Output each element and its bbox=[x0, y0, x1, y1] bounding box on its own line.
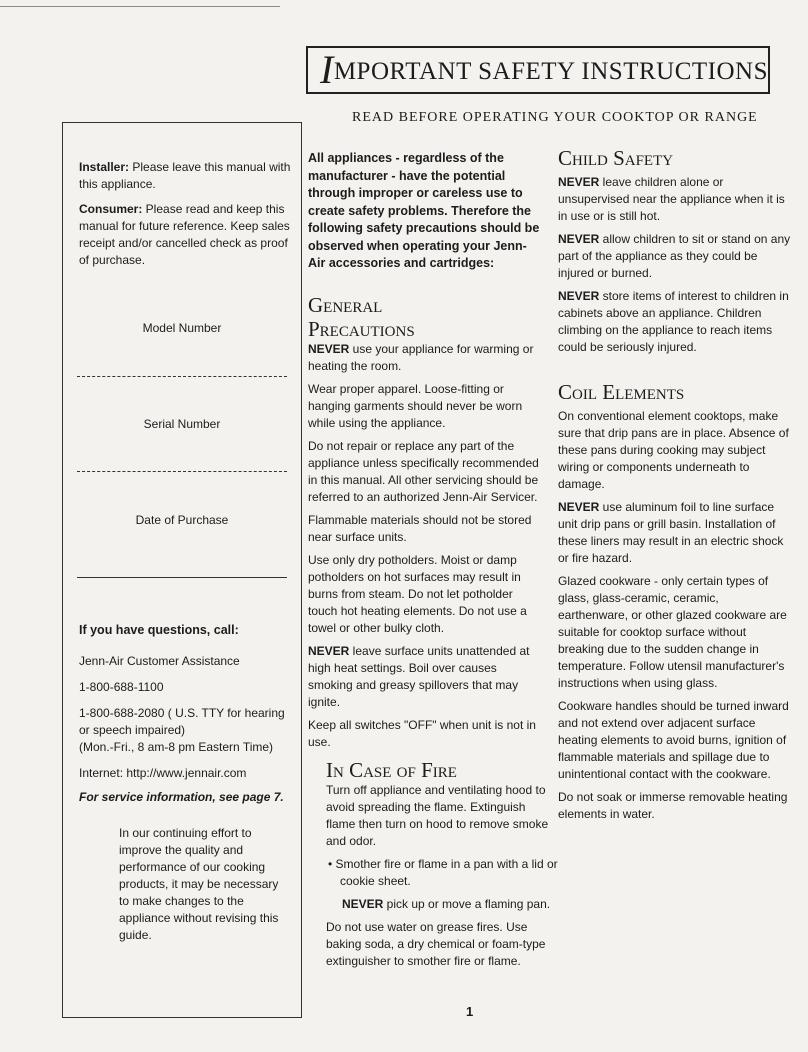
fire-item bbox=[326, 896, 558, 913]
child-safety-text: store items of interest to children in cabinets above an appliance. Children climbing on the appliance to reach items could be seriously injured. bbox=[558, 289, 789, 354]
never-label: NEVER bbox=[308, 341, 350, 356]
consumer-note bbox=[79, 201, 291, 269]
right-column bbox=[558, 146, 792, 829]
precaution-item: Do not repair or replace any part of the appliance unless specifically recommended in this manual. All other servicing should be referred to an authorized Jenn-Air Servicer. bbox=[308, 438, 539, 504]
precaution-item: Keep all switches "OFF" when unit is not in use. bbox=[308, 717, 536, 749]
page-subtitle: READ BEFORE OPERATING YOUR COOKTOP OR RANGE bbox=[352, 110, 758, 125]
scan-edge-line bbox=[0, 6, 280, 7]
precaution-item: Wear proper apparel. Loose-fitting or hanging garments should never be worn while using the appliance. bbox=[308, 381, 523, 430]
never-label: NEVER bbox=[558, 232, 600, 246]
general-heading-line-2: Precautions bbox=[308, 316, 415, 341]
coil-item: On conventional element cooktops, make sure that drip pans are in place. Absence of these pans during cooking may subject wiring or components underneath to damage. bbox=[558, 409, 789, 491]
installer-note bbox=[79, 159, 291, 193]
coil-text: use aluminum foil to line surface unit drip pans or grill basin. Installation of these liners may result in an electric shock or fire hazard. bbox=[558, 500, 784, 565]
coil-item: Do not soak or immerse removable heating elements in water. bbox=[558, 790, 788, 821]
internet-address: Internet: http://www.jennair.com bbox=[79, 766, 247, 780]
model-number-label: Model Number bbox=[142, 321, 222, 335]
child-safety-item bbox=[558, 174, 792, 225]
child-safety-item bbox=[558, 231, 792, 282]
general-heading-line-1: General bbox=[308, 292, 383, 317]
coil-item: Cookware handles should be turned inward and not extend over adjacent surface heating elements to avoid burns, ignition of flammable materials and spillage due to unintentional contact with the cookware. bbox=[558, 699, 789, 781]
fire-item: Do not use water on grease fires. Use baking soda, a dry chemical or foam-type extinguisher to smother fire or flame. bbox=[326, 920, 546, 968]
precaution-item: Flammable materials should not be stored near surface units. bbox=[308, 512, 532, 544]
child-safety-item bbox=[558, 288, 792, 356]
never-label: NEVER bbox=[558, 289, 600, 303]
coil-item: Glazed cookware - only certain types of glass, glass-ceramic, ceramic, earthenware, or other glazed cookware are suitable for cooktop surface without breaking due to the sudden change in temperature. Follow utensil manufacturer's instructions when using glass. bbox=[558, 574, 787, 690]
title-rest: MPORTANT SAFETY INSTRUCTIONS bbox=[333, 58, 768, 85]
precaution-item bbox=[308, 341, 542, 375]
installer-text: Please leave this manual with this appliance. bbox=[79, 160, 291, 191]
serial-number-label: Serial Number bbox=[143, 417, 221, 431]
phone-number-2: 1-800-688-2080 ( U.S. TTY for hearing or speech impaired) bbox=[79, 706, 285, 737]
fire-item: Turn off appliance and ventilating hood to avoid spreading the flame. Extinguish flame then turn on hood to remove smoke and odor. bbox=[326, 783, 549, 848]
consumer-label: Consumer: bbox=[79, 202, 143, 216]
date-of-purchase-line[interactable] bbox=[77, 577, 287, 578]
child-safety-heading: Child Safety bbox=[558, 146, 674, 170]
never-label: NEVER bbox=[558, 175, 600, 189]
page-number: 1 bbox=[466, 1004, 474, 1019]
coil-item bbox=[558, 499, 792, 567]
middle-column bbox=[308, 150, 542, 757]
installer-label: Installer: bbox=[79, 160, 130, 174]
child-safety-text: leave children alone or unsupervised near the appliance when it is in use or is still hot. bbox=[558, 175, 785, 223]
service-info: For service information, see page 7. bbox=[79, 790, 284, 804]
title-initial: I bbox=[320, 47, 334, 92]
never-label: NEVER bbox=[342, 897, 384, 911]
fire-text: pick up or move a flaming pan. bbox=[383, 897, 551, 911]
model-number-line[interactable] bbox=[77, 376, 287, 377]
intro-statement: All appliances - regardless of the manufacturer - have the potential through improper or careless use to create safety problems. Therefore the following safety precautions should be observed when operating your Jenn-Air accessories and cartridges: bbox=[308, 151, 540, 270]
coil-elements-heading: Coil Elements bbox=[558, 380, 685, 404]
phone-number-1: 1-800-688-1100 bbox=[79, 680, 164, 694]
general-precautions-heading bbox=[308, 293, 542, 341]
support-hours: (Mon.-Fri., 8 am-8 pm Eastern Time) bbox=[79, 740, 274, 754]
page-title bbox=[306, 46, 770, 94]
fire-section bbox=[326, 758, 558, 976]
questions-heading: If you have questions, call: bbox=[79, 623, 239, 637]
customer-assistance: Jenn-Air Customer Assistance bbox=[79, 654, 240, 668]
date-of-purchase-label: Date of Purchase bbox=[135, 513, 229, 527]
revision-note: In our continuing effort to improve the quality and performance of our cooking products, it may be necessary to make changes to the appliance without revising this guide. bbox=[119, 826, 279, 942]
precaution-text: leave surface units unattended at high heat settings. Boil over causes smoking and greasy spillovers that may ignite. bbox=[308, 643, 530, 709]
precaution-item: Use only dry potholders. Moist or damp potholders on hot surfaces may result in burns from steam. Do not let potholder touch hot heating elements. Do not use a towel or other bulky cloth. bbox=[308, 552, 527, 635]
precaution-text: use your appliance for warming or heating the room. bbox=[308, 341, 534, 373]
fire-bullet-item: • Smother fire or flame in a pan with a lid or cookie sheet. bbox=[328, 857, 558, 888]
fire-heading: In Case of Fire bbox=[326, 758, 457, 782]
serial-number-line[interactable] bbox=[77, 471, 287, 472]
owner-info-panel bbox=[62, 122, 302, 1018]
consumer-text: Please read and keep this manual for future reference. Keep sales receipt and/or cancelled check as proof of purchase. bbox=[79, 202, 290, 267]
never-label: NEVER bbox=[308, 643, 350, 658]
precaution-item bbox=[308, 643, 542, 711]
child-safety-text: allow children to sit or stand on any part of the appliance as they could be injured or burned. bbox=[558, 232, 791, 280]
never-label: NEVER bbox=[558, 500, 600, 514]
